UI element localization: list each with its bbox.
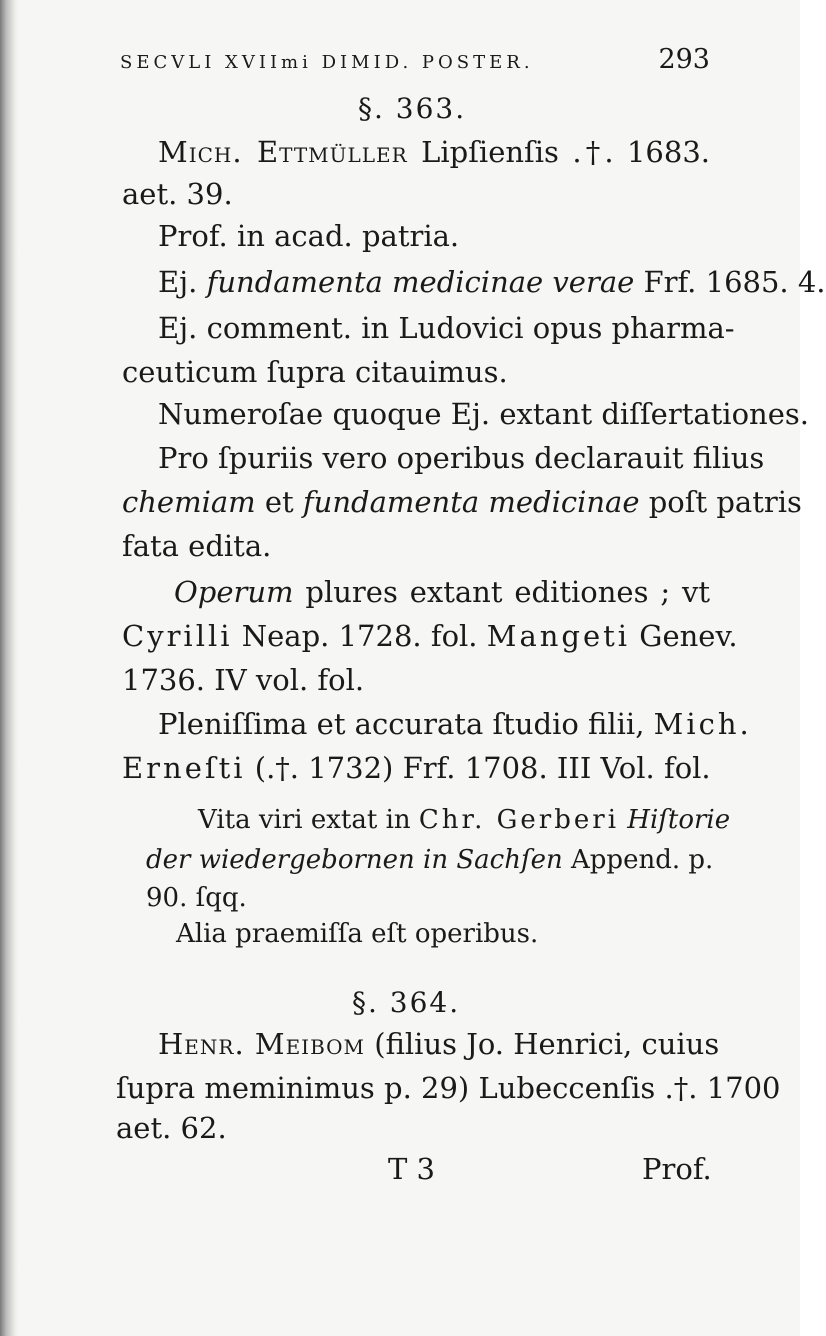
catchword: Prof. (642, 1152, 712, 1186)
work-title: fundamenta medicinae (302, 485, 640, 519)
author-name: Chr. Gerberi (418, 805, 620, 835)
text-line-editions (122, 618, 738, 654)
running-head: SECVLI XVIImi DIMID. POSTER. (120, 52, 534, 73)
text-line: Numeroſae quoque Ej. extant diſſertationes. (158, 397, 809, 431)
entry-rest: (filius Jo. Henrici, cuius (365, 1027, 720, 1061)
work-line-fundamenta (158, 264, 826, 300)
text-span: plures extant editiones ; vt (293, 575, 710, 609)
note-line: 90. ſqq. (146, 883, 247, 913)
text-line-chemiam (122, 484, 802, 520)
text-span: Vita viri extat in (198, 805, 419, 835)
text-line: ſupra meminimus p. 29) Lubeccenſis .†. 1700 (116, 1071, 781, 1105)
work-title: fundamenta medicinae verae (206, 265, 635, 299)
entry-ettmuller (158, 134, 710, 170)
editor-name: Cyrilli (122, 619, 233, 653)
text-line: aet. 62. (116, 1111, 227, 1145)
entry-rest: Lipſienſis .†. 1683. (407, 135, 710, 169)
text-span: poſt patris (639, 485, 802, 519)
entry-meibom (158, 1026, 720, 1062)
text-span: Append. p. (562, 845, 714, 875)
text-span: Ej. (158, 265, 207, 299)
section-heading-363: §. 363. (358, 92, 467, 125)
text-line: Pro ſpuriis vero operibus declarauit filius (158, 441, 765, 475)
signature-mark: T 3 (388, 1152, 436, 1186)
editor-name: Mangeti (486, 619, 631, 653)
text-span: Pleniſſima et accurata ſtudio filii, (158, 707, 654, 741)
work-title: der wiedergebornen in Sachſen (146, 845, 563, 875)
editor-name: Mich. (653, 707, 752, 741)
text-line: ceuticum ſupra citauimus. (122, 355, 508, 389)
author-name: Mich. Ettmüller (158, 135, 408, 169)
text-span: et (255, 485, 303, 519)
text-line: aet. 39. (122, 177, 233, 211)
work-title: Hiſtorie (619, 805, 731, 835)
note-line-title (146, 842, 714, 878)
text-line-ernesti (122, 750, 711, 786)
work-title: Operum (174, 575, 294, 609)
note-line-vita (198, 802, 731, 838)
page-header (120, 44, 710, 75)
text-span: Frf. 1685. 4. (634, 265, 826, 299)
text-line-operum (174, 574, 710, 610)
text-line: 1736. IV vol. fol. (122, 663, 365, 697)
text-line-plenissima (158, 706, 752, 742)
page-number: 293 (658, 44, 710, 75)
text-span: (.†. 1732) Frf. 1708. III Vol. fol. (245, 751, 711, 785)
text-line: fata edita. (122, 529, 272, 563)
editor-name: Erneſti (122, 751, 246, 785)
section-heading-364: §. 364. (352, 986, 461, 1019)
author-name: Henr. Meibom (158, 1027, 366, 1061)
note-line: Alia praemiſſa eſt operibus. (176, 919, 539, 949)
text-line: Prof. in acad. patria. (158, 219, 460, 253)
text-span: Genev. (630, 619, 738, 653)
page-gutter-shadow (0, 0, 18, 1336)
text-span: Neap. 1728. fol. (232, 619, 487, 653)
text-line: Ej. comment. in Ludovici opus pharma- (158, 311, 735, 345)
work-title: chemiam (122, 485, 256, 519)
